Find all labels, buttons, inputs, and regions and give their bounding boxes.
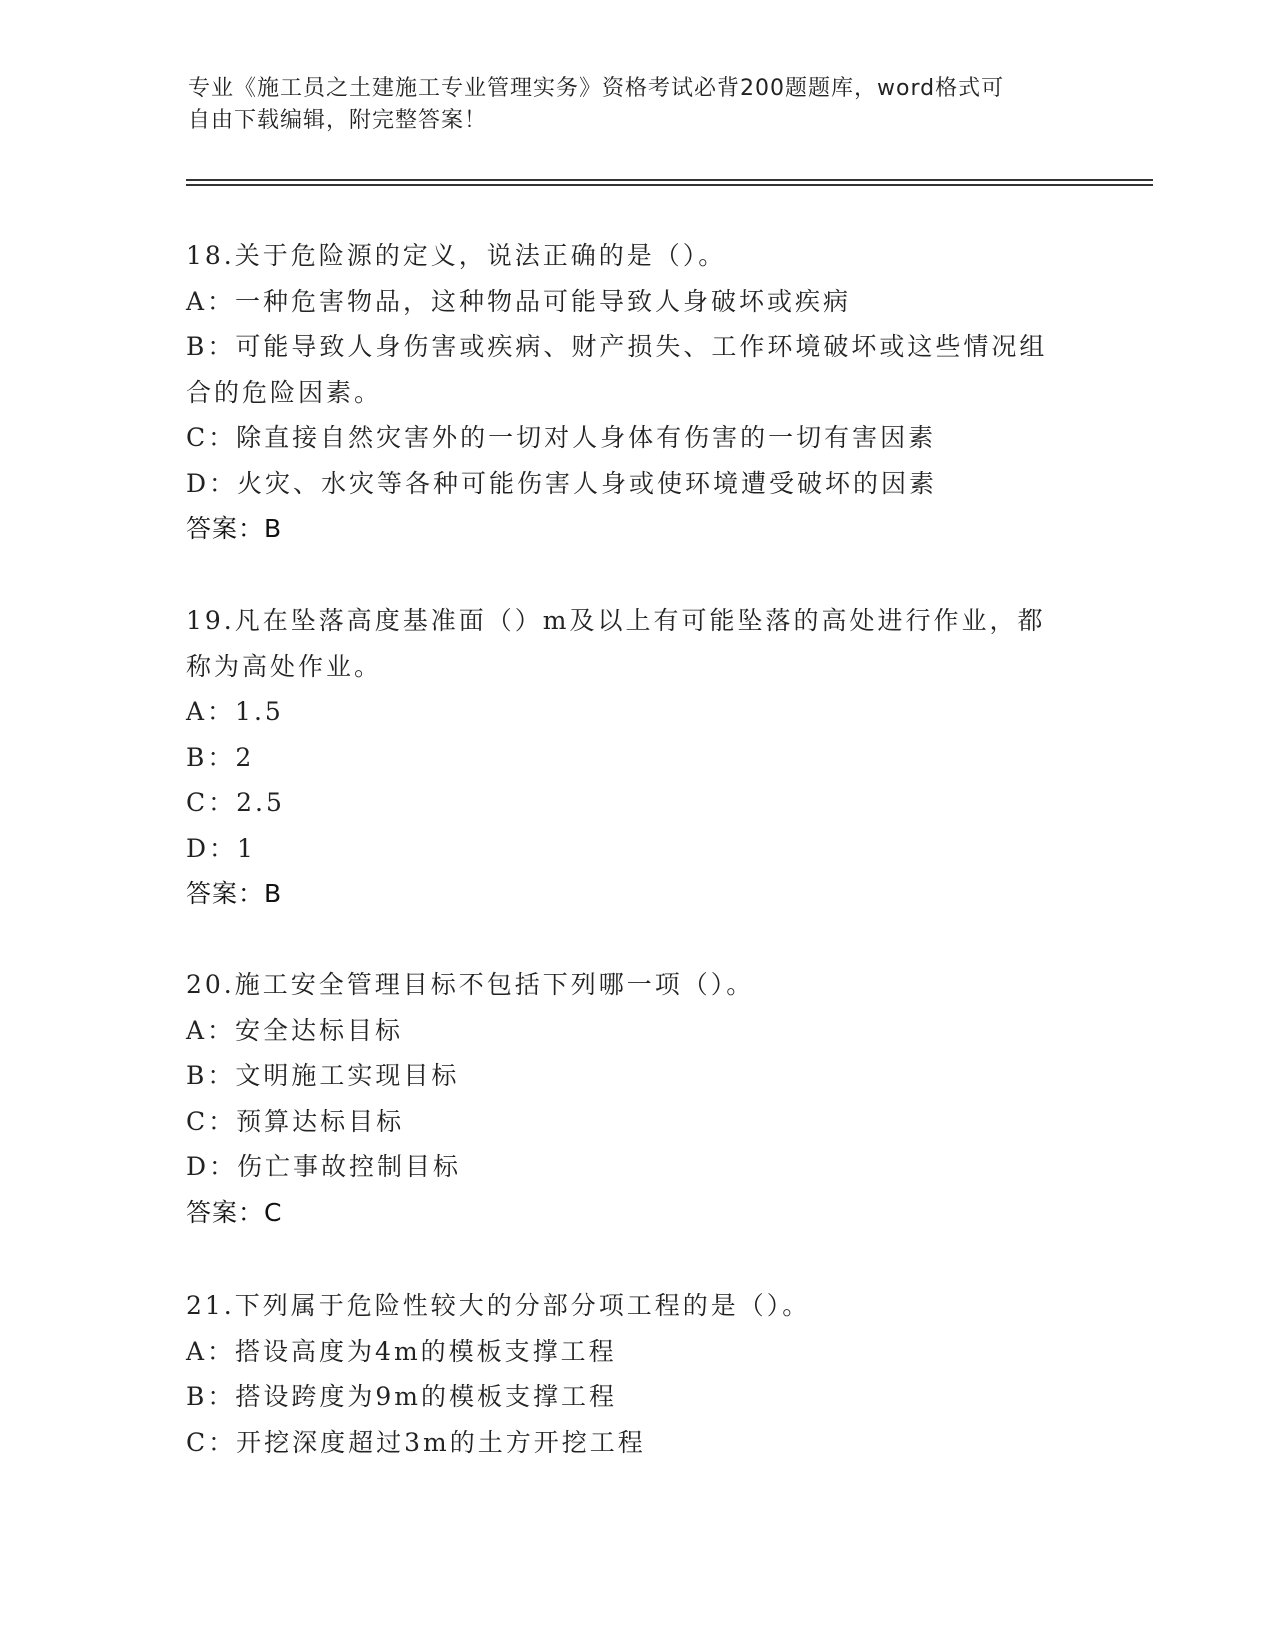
question-18: [186, 233, 1086, 552]
option-a: A：搭设高度为4m的模板支撑工程: [186, 1336, 617, 1366]
option-d: D：火灾、水灾等各种可能伤害人身或使环境遭受破坏的因素: [186, 468, 938, 498]
option-c: C：2.5: [186, 788, 285, 817]
answer: 答案：B: [186, 514, 283, 543]
question-19: [186, 598, 1086, 917]
option-b-continued: 合的危险因素。: [186, 377, 383, 407]
option-c: C：开挖深度超过3m的土方开挖工程: [186, 1427, 646, 1457]
option-d: D：1: [186, 833, 256, 863]
document-header: [188, 73, 1068, 137]
header-divider-top: [186, 179, 1153, 181]
option-b: B：2: [186, 742, 255, 772]
answer: 答案：C: [186, 1197, 283, 1227]
option-a: A：安全达标目标: [186, 1015, 404, 1045]
option-c: C：除直接自然灾害外的一切对人身体有伤害的一切有害因素: [186, 423, 937, 452]
question-stem: 21.下列属于危险性较大的分部分项工程的是（）。: [186, 1291, 811, 1320]
header-line-1: 专业《施工员之土建施工专业管理实务》资格考试必背200题题库，word格式可: [188, 76, 1005, 101]
option-b: B：搭设跨度为9m的模板支撑工程: [186, 1382, 617, 1411]
answer: 答案：B: [186, 879, 283, 908]
option-a: A：1.5: [186, 697, 284, 726]
question-21: [186, 1283, 1086, 1465]
header-line-2: 自由下载编辑，附完整答案！: [188, 108, 488, 133]
option-a: A：一种危害物品，这种物品可能导致人身破坏或疾病: [186, 286, 852, 316]
question-stem: 20.施工安全管理目标不包括下列哪一项（）。: [186, 970, 755, 999]
option-c: C：预算达标目标: [186, 1106, 405, 1136]
header-divider-bottom: [186, 184, 1153, 186]
option-d: D：伤亡事故控制目标: [186, 1152, 462, 1181]
question-stem: 18.关于危险源的定义，说法正确的是（）。: [186, 241, 727, 270]
question-stem-continued: 称为高处作业。: [186, 651, 383, 681]
option-b: B：可能导致人身伤害或疾病、财产损失、工作环境破坏或这些情况组: [186, 332, 1048, 361]
option-b: B：文明施工实现目标: [186, 1061, 460, 1090]
question-stem: 19.凡在坠落高度基准面（）m及以上有可能坠落的高处进行作业，都: [186, 606, 1046, 635]
question-20: [186, 962, 1086, 1235]
